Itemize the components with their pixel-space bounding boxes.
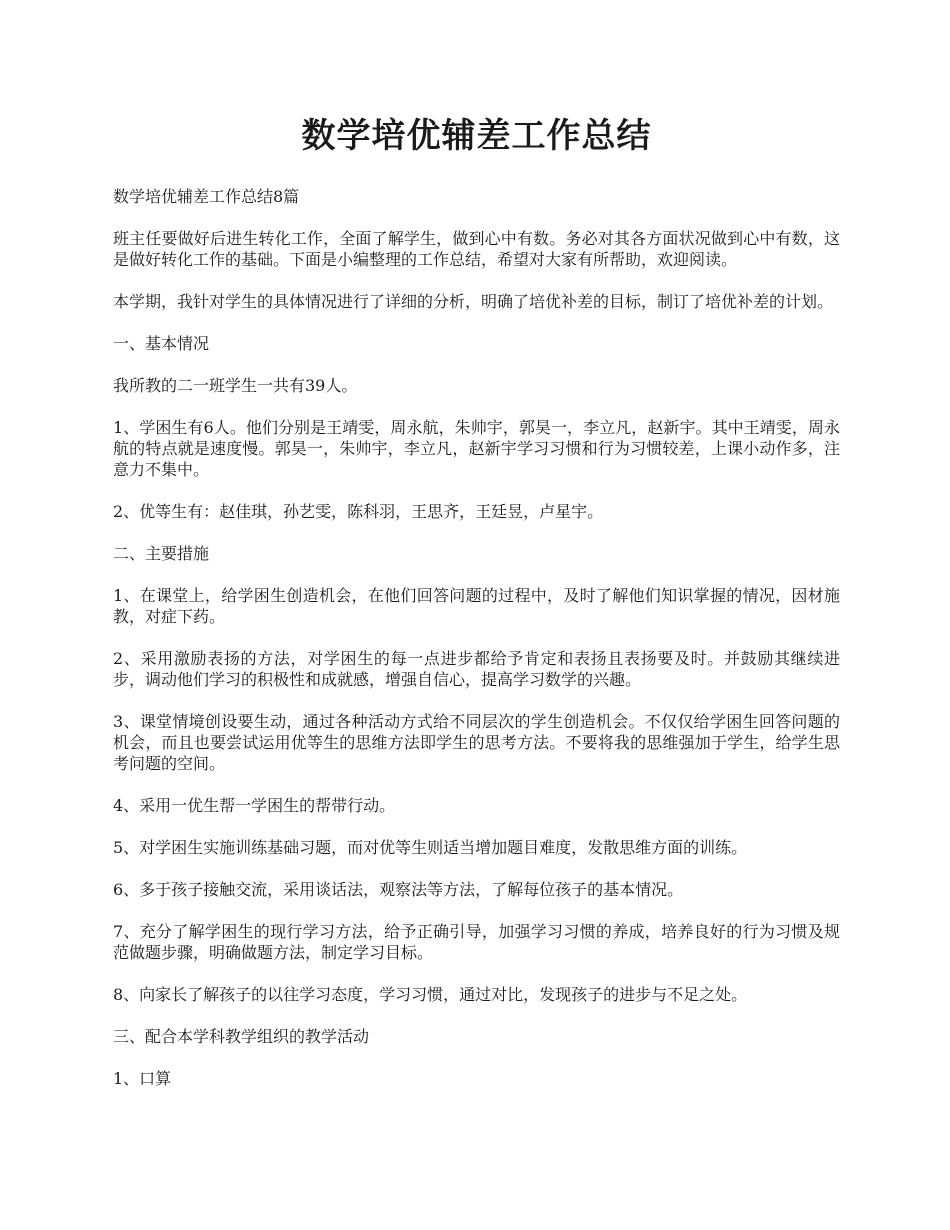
intro-paragraph: 班主任要做好后进生转化工作，全面了解学生，做到心中有数。务必对其各方面状况做到心中有数，这是做好转化工作的基础。下面是小编整理的工作总结，希望对大家有所帮助，欢迎阅读。 [113, 229, 840, 269]
measure-item-3: 3、课堂情境创设要生动，通过各种活动方式给不同层次的学生创造机会。不仅仅给学困生回答问题的机会，而且也要尝试运用优等生的思维方法即学生的思考方法。不要将我的思维强加于学生，给学生思考问题的空间。 [113, 712, 840, 773]
activity-item-1: 1、口算 [113, 1069, 172, 1088]
measure-item-6: 6、多于孩子接触交流，采用谈话法，观察法等方法，了解每位孩子的基本情况。 [113, 880, 684, 899]
measure-item-2: 2、采用激励表扬的方法，对学困生的每一点进步都给予肯定和表扬且表扬要及时。并鼓励其继续进步，调动他们学习的积极性和成就感，增强自信心，提高学习数学的兴趣。 [113, 649, 840, 689]
measure-item-1: 1、在课堂上，给学困生创造机会，在他们回答问题的过程中，及时了解他们知识掌握的情况，因材施教，对症下药。 [113, 586, 840, 626]
section-heading-measures: 二、主要措施 [113, 544, 210, 563]
top-students-paragraph: 2、优等生有：赵佳琪，孙艺雯，陈科羽，王思齐，王廷昱，卢星宇。 [113, 502, 604, 521]
measure-item-4: 4、采用一优生帮一学困生的帮带行动。 [113, 796, 396, 815]
doc-subtitle: 数学培优辅差工作总结8篇 [113, 187, 300, 206]
measure-item-5: 5、对学困生实施训练基础习题，而对优等生则适当增加题目难度，发散思维方面的训练。 [113, 838, 748, 857]
document-title: 数学培优辅差工作总结 [301, 116, 652, 156]
measure-item-7: 7、充分了解学困生的现行学习方法，给予正确引导，加强学习习惯的养成，培养良好的行为习惯及规范做题步骤，明确做题方法，制定学习目标。 [113, 922, 840, 962]
section-heading-activities: 三、配合本学科教学组织的教学活动 [113, 1027, 370, 1046]
class-size-paragraph: 我所教的二一班学生一共有39人。 [113, 376, 358, 395]
measure-item-8: 8、向家长了解孩子的以往学习态度，学习习惯，通过对比，发现孩子的进步与不足之处。 [113, 985, 748, 1004]
section-heading-basic: 一、基本情况 [113, 334, 210, 353]
plan-paragraph: 本学期，我针对学生的具体情况进行了详细的分析，明确了培优补差的目标，制订了培优补差的计划。 [113, 292, 834, 311]
struggling-students-paragraph: 1、学困生有6人。他们分别是王靖雯，周永航，朱帅宇，郭昊一，李立凡，赵新宇。其中王靖雯，周永航的特点就是速度慢。郭昊一，朱帅宇，李立凡，赵新宇学习习惯和行为习惯较差，上课小动作多，注意力不集中。 [113, 418, 840, 479]
